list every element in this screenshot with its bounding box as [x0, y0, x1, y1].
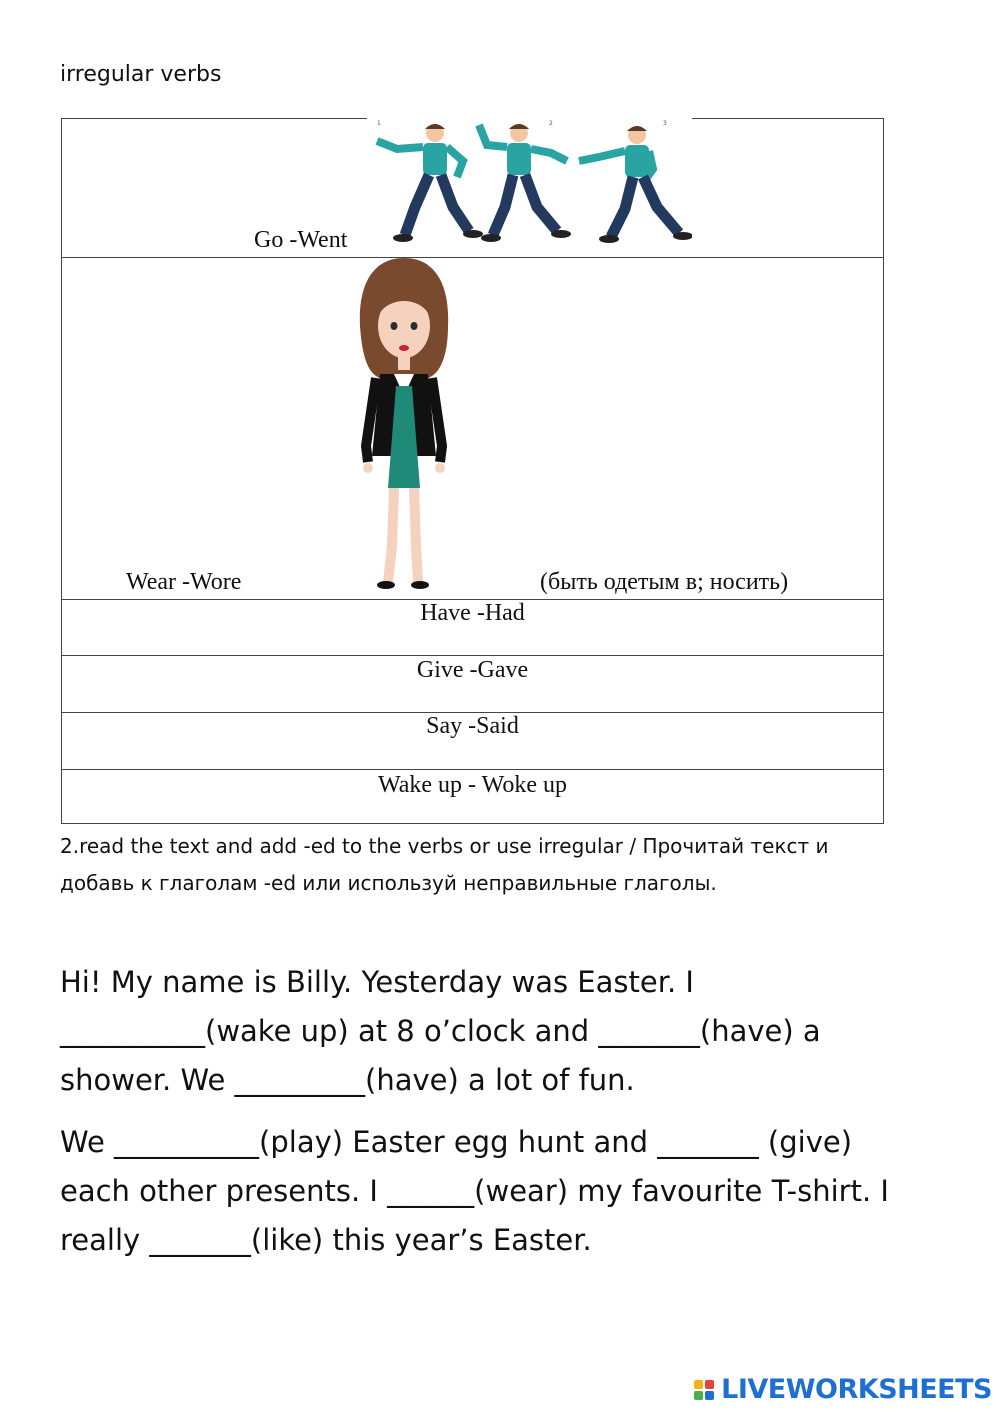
story-paragraph-1 [60, 958, 960, 1105]
verb-give-gave: Give -Gave [416, 657, 529, 683]
walking-man-1 [377, 120, 483, 242]
woman-illustration [354, 256, 454, 594]
verb-wear-translation: (быть одетым в; носить) [540, 569, 789, 595]
story-line: shower. We _________(have) a lot of fun. [60, 1063, 635, 1097]
task-line-2: добавь к глаголам -ed или используй неправильные глаголы. [60, 871, 717, 895]
table-row-wear [62, 258, 883, 600]
verb-table [61, 118, 884, 824]
verb-go-went: Go -Went [254, 227, 348, 253]
task-line-1: 2.read the text and add -ed to the verbs or use irregular / Прочитай текст и [60, 834, 829, 858]
logo-icon [693, 1379, 717, 1401]
verb-wear-wore: Wear -Wore [126, 569, 242, 595]
worksheet-title: irregular verbs [60, 62, 222, 87]
task-instructions [60, 828, 900, 902]
svg-text:1: 1 [377, 120, 381, 127]
story-line: each other presents. I ______(wear) my favourite T-shirt. I [60, 1174, 889, 1208]
story-line: __________(wake up) at 8 o’clock and _______(have) a [60, 1014, 821, 1048]
table-row-give [62, 656, 883, 713]
story-line: really _______(like) this year’s Easter. [60, 1223, 592, 1257]
walking-man-2 [479, 120, 571, 242]
verb-wake-woke: Wake up - Woke up [378, 772, 567, 798]
verb-have-had: Have -Had [420, 600, 525, 626]
logo-text: LIVEWORKSHEETS [721, 1374, 992, 1405]
svg-text:2: 2 [549, 120, 553, 127]
liveworksheets-logo [693, 1374, 992, 1405]
story-paragraph-2 [60, 1118, 960, 1265]
walking-man-3 [579, 120, 692, 243]
table-row-say [62, 713, 883, 770]
table-row-have [62, 600, 883, 656]
table-row-wake [62, 770, 883, 825]
story-line: We __________(play) Easter egg hunt and _______ (give) [60, 1125, 853, 1159]
story-line: Hi! My name is Billy. Yesterday was Easter. I [60, 965, 694, 999]
svg-text:3: 3 [663, 120, 667, 127]
verb-say-said: Say -Said [426, 713, 519, 739]
walking-man-illustration [367, 117, 692, 249]
table-row-go [62, 119, 883, 258]
